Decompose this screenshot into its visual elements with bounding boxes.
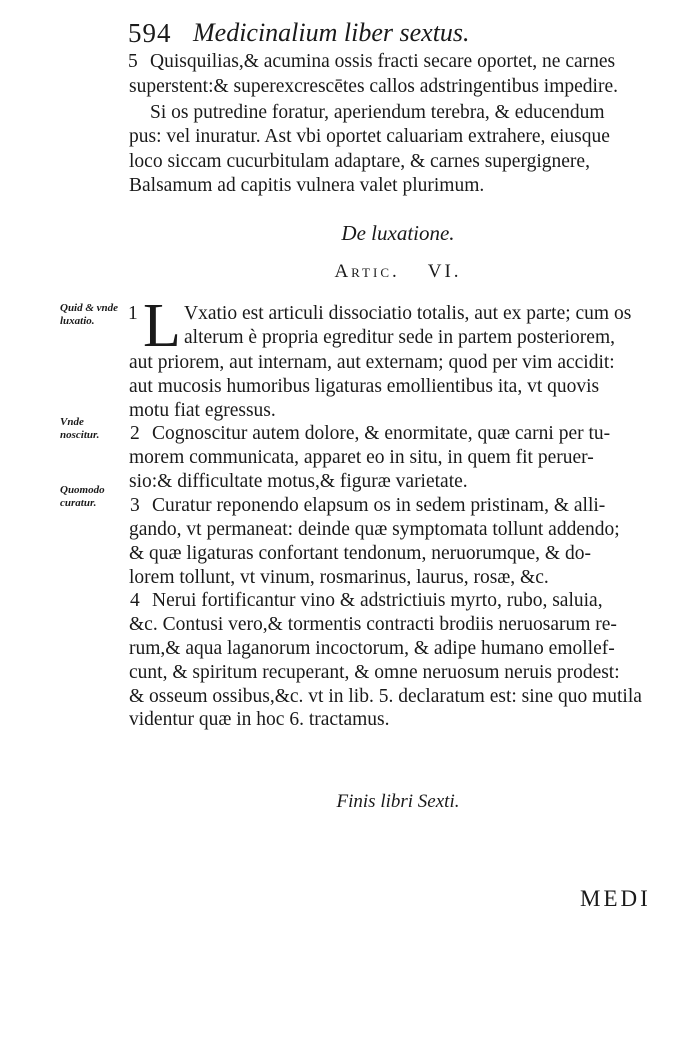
text-line: & osseum ossibus,&c. vt in lib. 5. declaratum est: sine quo mutila: [129, 686, 642, 707]
text-line: aut mucosis humoribus ligaturas emollientibus ita, vt quovis: [129, 376, 600, 397]
article-label: Artic.: [334, 261, 400, 282]
text-line: Balsamum ad capitis vulnera valet plurimum.: [129, 175, 485, 196]
text-line: loco siccam cucurbitulam adaptare, & carnes supergignere,: [129, 151, 590, 172]
book-end-note: Finis libri Sexti.: [336, 791, 460, 812]
drop-cap: L: [143, 292, 181, 360]
text-line: alterum è propria egreditur sede in partem posteriorem,: [184, 327, 615, 348]
text-line: Quisquilias,& acumina ossis fracti secare oportet, ne carnes: [150, 51, 616, 72]
text-line: Cognoscitur autem dolore, & enormitate, quæ carni per tu-: [152, 423, 611, 444]
page-header: [128, 18, 668, 48]
text-line: superstent:& superexcrescētes callos adstringentibus impedire.: [129, 76, 618, 97]
text-line: Si os putredine foratur, aperiendum terebra, & educendum: [150, 102, 605, 123]
text-line: lorem tollunt, vt vinum, rosmarinus, laurus, rosæ, &c.: [129, 567, 549, 588]
catchword: MEDI: [580, 886, 651, 911]
text-line: pus: vel inuratur. Ast vbi oportet caluariam extrahere, eiusque: [129, 126, 610, 147]
paragraph-number-3: 3: [130, 495, 140, 516]
margin-note-quomodo: Quomodo curatur.: [60, 484, 105, 509]
text-line: aut priorem, aut internam, aut externam; quod per vim accidit:: [129, 352, 615, 373]
running-title: Medicinalium liber sextus.: [193, 18, 470, 47]
article-numeral: VI.: [427, 261, 462, 282]
text-line: Nerui fortificantur vino & adstrictiuis myrto, rubo, saluia,: [152, 590, 603, 611]
margin-note-vnde: Vnde noscitur.: [60, 416, 100, 441]
page-number: 594: [128, 18, 172, 48]
text-line: videntur quæ in hoc 6. tractamus.: [129, 709, 390, 730]
text-line: & quæ ligaturas confortant tendonum, neruorumque, & do-: [129, 543, 591, 564]
margin-note-quid: Quid & vnde luxatio.: [60, 302, 119, 327]
text-line: Vxatio est articuli dissociatio totalis, aut ex parte; cum os: [184, 303, 632, 324]
paragraph-number-5: 5: [128, 51, 138, 72]
text-line: gando, vt permaneat: deinde quæ symptomata tollunt addendo;: [129, 519, 620, 540]
text-line: rum,& aqua laganorum incoctorum, & adipe humano emollef-: [129, 638, 615, 659]
text-line: sio:& difficultate motus,& figuræ varietate.: [129, 471, 468, 492]
text-line: morem communicata, apparet eo in situ, in quem fit peruer-: [129, 447, 594, 468]
text-line: motu fiat egressus.: [129, 400, 276, 421]
paragraph-number-1: 1: [128, 303, 138, 324]
article-heading: [128, 260, 668, 284]
paragraph-number-4: 4: [130, 590, 140, 611]
paragraph-number-2: 2: [130, 423, 140, 444]
text-line: cunt, & spiritum recuperant, & omne neruosum neruis prodest:: [129, 662, 620, 683]
text-line: Curatur reponendo elapsum os in sedem pristinam, & alli-: [152, 495, 606, 516]
text-line: &c. Contusi vero,& tormentis contracti brodiis neruosarum re-: [129, 614, 617, 635]
section-title: De luxatione.: [341, 221, 455, 245]
